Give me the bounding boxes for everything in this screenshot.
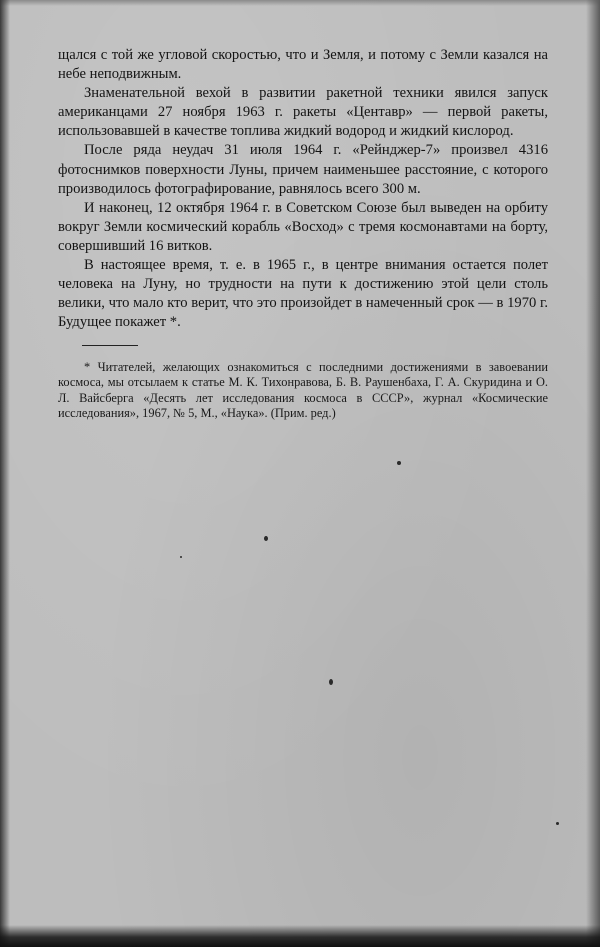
footnote-text: * Читателей, желающих ознакомиться с последними достижениями в завоевании космоса, мы отсылаем к статье М. К. Тихонравова, Б. В. Раушенбаха, Г. А. Скуридина и О. Л. Вайсберга «Десять лет исследования космоса в СССР», журнал «Космические исследования», 1967, № 5, М., «Наука». (Прим. ред.) [58,360,548,421]
print-speck [556,822,559,825]
page-top-edge [0,0,600,6]
print-speck [397,461,401,465]
footnote-divider [82,345,138,346]
main-text [58,46,548,332]
footnote [58,360,548,422]
print-speck [180,556,182,558]
paragraph-5: В настоящее время, т. е. в 1965 г., в центре внимания остается полет человека на Луну, но трудности на пути к достижению этой цели столь велики, что мало кто верит, что это произойдет в намеченный срок — в 1970 г. Будущее покажет *. [58,257,548,331]
paragraph-2: Знаменательной вехой в развитии ракетной техники явился запуск американцами 27 ноября 1963 г. ракеты «Центавр» — первой ракеты, использовавшей в качестве топлива жидкий водород и жидкий кислород. [58,85,548,140]
page-bottom-edge [0,925,600,947]
print-speck [264,536,268,541]
page-left-shadow [0,0,10,947]
paragraph-1: щался с той же угловой скоростью, что и Земля, и потому с Земли казался на небе неподвижным. [58,47,548,83]
paragraph-3: После ряда неудач 31 июля 1964 г. «Рейнджер-7» произвел 4316 фотоснимков поверхности Луны, причем наименьшее расстояние, с которого производилось фотографирование, равнялось всего 300 м. [58,142,548,197]
print-speck [329,679,333,685]
page-right-shadow [586,0,600,947]
paragraph-4: И наконец, 12 октября 1964 г. в Советском Союзе был выведен на орбиту вокруг Земли космический корабль «Восход» с тремя космонавтами на борту, совершивший 16 витков. [58,199,548,254]
